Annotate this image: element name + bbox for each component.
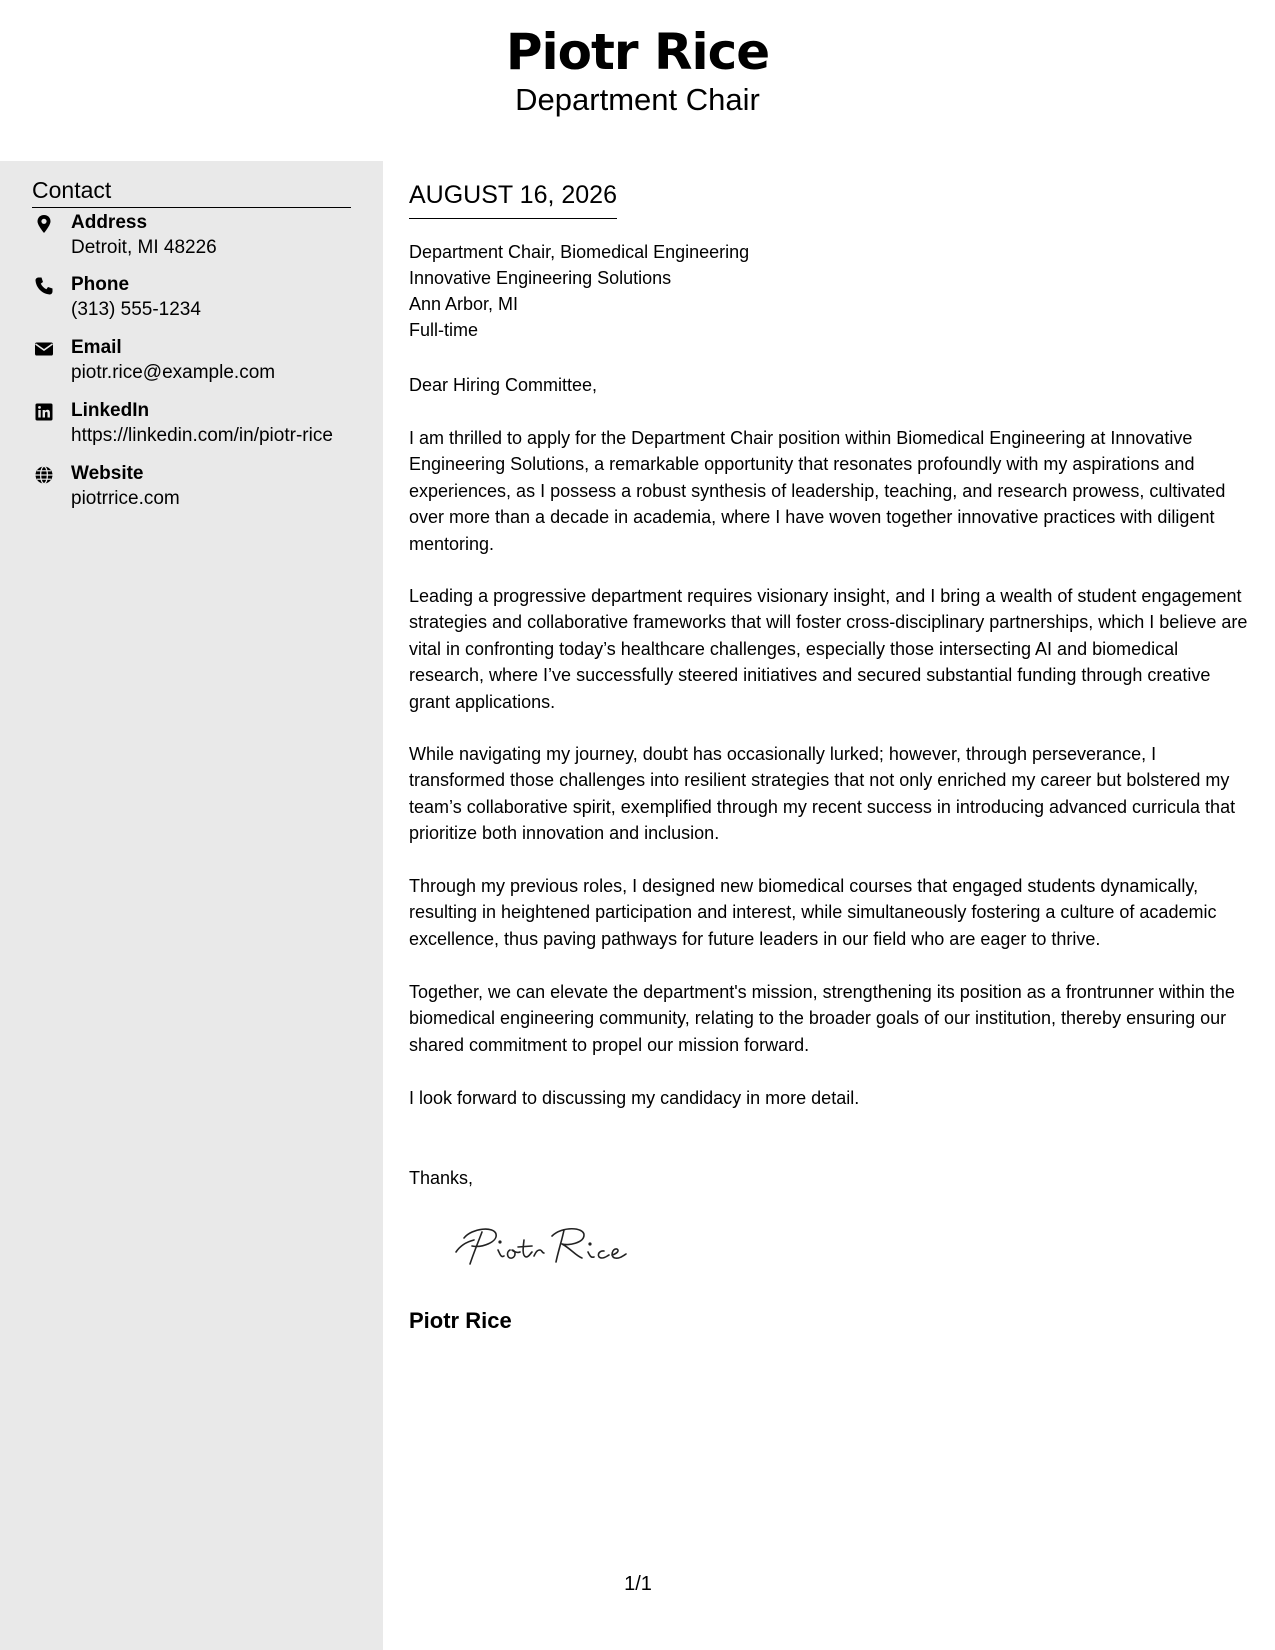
signer-name: Piotr Rice [409, 1308, 512, 1333]
letter-date: AUGUST 16, 2026 [409, 178, 617, 219]
recipient-block [409, 239, 749, 343]
closing: Thanks, [409, 1168, 474, 1188]
contact-label: Phone [71, 274, 130, 295]
recipient-line: Ann Arbor, MI [409, 294, 519, 314]
contact-value: https://linkedin.com/in/piotr-rice [71, 425, 333, 446]
letter-paragraph: I am thrilled to apply for the Department Chair position within Biomedical Engineering at Innovative Engineering Solutions, a remarkable opportunity that resonates profoundly with my aspirations and experiences, as I possess a robust synthesis of leadership, teaching, and research prowess, cultivated over more than a decade in academia, where I have woven together innovative practices with diligent mentoring. [409, 428, 1226, 554]
phone-icon [34, 276, 54, 296]
applicant-name: Piotr Rice [505, 23, 770, 81]
letter-paragraph: Together, we can elevate the department's mission, strengthening its position as a frontrunner within the biomedical engineering community, relating to the broader goals of our institution, thereby ensuring our shared commitment to propel our mission forward. [409, 982, 1235, 1055]
contact-value: piotr.rice@example.com [71, 362, 276, 383]
letter-paragraph: I look forward to discussing my candidacy in more detail. [409, 1088, 860, 1108]
page-number: 1/1 [624, 1573, 652, 1595]
handwritten-signature [452, 1222, 632, 1272]
letter-paragraph: Leading a progressive department requires visionary insight, and I bring a wealth of student engagement strategies and collaborative frameworks that will foster cross-disciplinary partnerships, which I believe are vital in confronting today’s healthcare challenges, especially those intersecting AI and biomedical research, where I’ve successfully steered initiatives and secured substantial funding through creative grant applications. [409, 586, 1248, 712]
contact-linkedin [32, 399, 362, 451]
letter-paragraph: Through my previous roles, I designed new biomedical courses that engaged students dynamically, resulting in heightened participation and interest, while simultaneously fostering a culture of academic excellence, thus paving pathways for future leaders in our field who are eager to thrive. [409, 876, 1217, 949]
recipient-line: Innovative Engineering Solutions [409, 268, 672, 288]
recipient-line: Full-time [409, 320, 479, 340]
contact-value: (313) 555-1234 [71, 299, 201, 320]
applicant-title: Department Chair [515, 82, 760, 117]
contact-label: Website [71, 463, 144, 484]
contact-phone [32, 273, 362, 325]
contact-address [32, 211, 362, 263]
envelope-icon [34, 339, 54, 359]
letter-paragraph: While navigating my journey, doubt has occasionally lurked; however, through perseverance, I transformed those challenges into resilient strategies that not only enriched my career but bolstered my team’s collaborative spirit, exemplified through my recent success in introducing advanced curricula that prioritize both innovation and inclusion. [409, 744, 1236, 844]
contact-label: LinkedIn [71, 400, 150, 421]
contact-value: piotrrice.com [71, 488, 180, 509]
recipient-line: Department Chair, Biomedical Engineering [409, 242, 750, 262]
linkedin-icon [34, 402, 54, 422]
contact-email [32, 336, 362, 388]
map-pin-icon [34, 214, 54, 234]
contact-value: Detroit, MI 48226 [71, 237, 217, 258]
globe-icon [34, 465, 54, 485]
contact-heading: Contact [32, 175, 351, 208]
contact-label: Email [71, 337, 122, 358]
contact-website [32, 462, 362, 514]
resume-header [0, 0, 1275, 161]
contact-label: Address [71, 212, 148, 233]
salutation: Dear Hiring Committee, [409, 375, 598, 395]
